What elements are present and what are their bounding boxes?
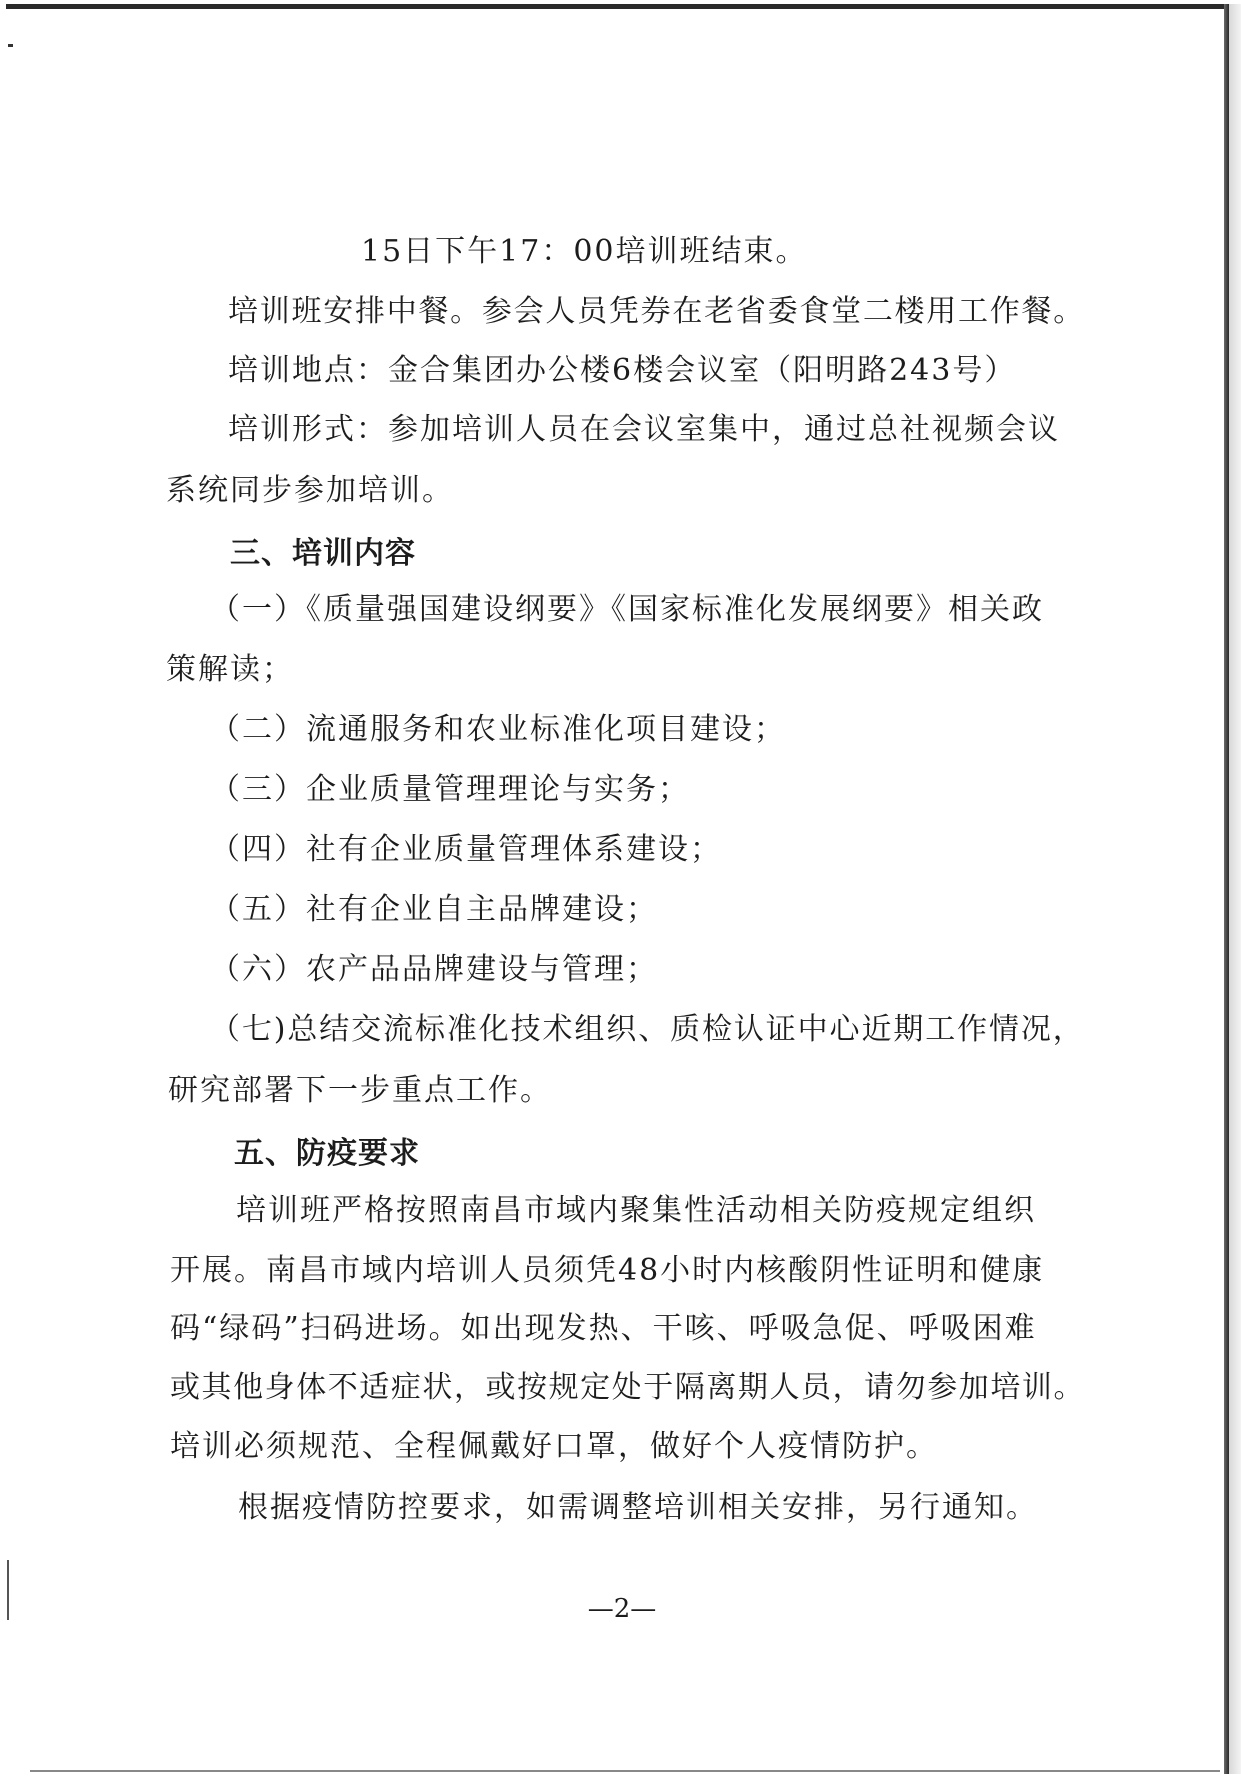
content-item-5: （五）社有企业自主品牌建设； (210, 892, 658, 927)
prevention-line-3: 码“绿码”扫码进场。如出现发热、干咳、呼吸急促、呼吸困难 (170, 1311, 1037, 1346)
content-item-4: （四）社有企业质量管理体系建设； (210, 832, 722, 867)
scan-mark (7, 1560, 9, 1620)
scan-edge-bottom (30, 1770, 1220, 1772)
content-item-3: （三）企业质量管理理论与实务； (210, 772, 690, 807)
content-item-2: （二）流通服务和农业标准化项目建设； (210, 712, 786, 747)
section-three-heading: 三、培训内容 (230, 536, 416, 571)
prevention-line-5: 培训必须规范、全程佩戴好口罩，做好个人疫情防护。 (170, 1429, 938, 1464)
prevention-line-4: 或其他身体不适症状，或按规定处于隔离期人员，请勿参加培训。 (170, 1370, 1085, 1405)
section-five-heading: 五、防疫要求 (234, 1136, 420, 1171)
scan-edge-top (6, 4, 1228, 9)
content-item-6: （六）农产品品牌建设与管理； (210, 952, 658, 987)
scan-edge-shadow (1229, 4, 1241, 1774)
content-item-7-line-2: 研究部署下一步重点工作。 (168, 1073, 552, 1108)
schedule-end-line: 15日下午17：00培训班结束。 (361, 234, 808, 269)
prevention-line-1: 培训班严格按照南昌市域内聚集性活动相关防疫规定组织 (236, 1193, 1036, 1228)
prevention-line-2: 开展。南昌市域内培训人员须凭48小时内核酸阴性证明和健康 (170, 1253, 1045, 1288)
content-item-1-line-1: （一）《质量强国建设纲要》《国家标准化发展纲要》相关政 (210, 592, 1044, 627)
content-item-1-line-2: 策解读； (166, 652, 294, 687)
training-location-line: 培训地点：金合集团办公楼6楼会议室（阳明路243号） (228, 353, 1017, 388)
training-format-line-2: 系统同步参加培训。 (166, 473, 454, 508)
page-number: —2— (587, 1594, 657, 1624)
lunch-arrangement-line: 培训班安排中餐。参会人员凭券在老省委食堂二楼用工作餐。 (228, 294, 1085, 329)
training-format-line-1: 培训形式：参加培训人员在会议室集中，通过总社视频会议 (228, 412, 1060, 447)
adjustment-notice-line: 根据疫情防控要求，如需调整培训相关安排，另行通知。 (238, 1490, 1038, 1525)
content-item-7-line-1: （七)总结交流标准化技术组织、质检认证中心近期工作情况， (210, 1012, 1085, 1047)
scan-mark (8, 44, 13, 47)
